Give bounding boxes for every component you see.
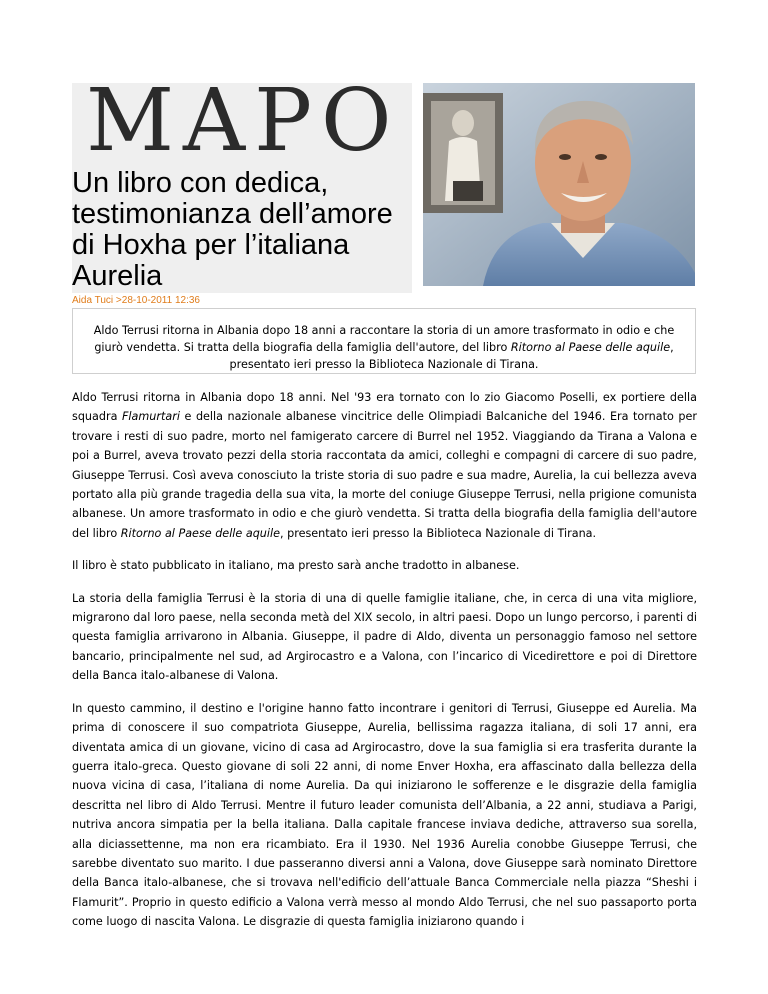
author-link[interactable]: Aida Tuci: [72, 295, 114, 306]
byline: [72, 295, 200, 306]
paragraph-1: [72, 388, 697, 543]
p1-text-a: Aldo Terrusi ritorna in Albania dopo 18 anni. Nel '93 era tornato con lo zio Giacomo Poselli, ex portiere della squadra: [72, 391, 697, 424]
byline-separator: >: [115, 295, 122, 306]
paragraph-3: La storia della famiglia Terrusi è la storia di una di quelle famiglie italiane, che, in cerca di una vita migliore, migrarono dal loro paese, nella seconda metà del XIX secolo, in altri paesi. Dopo un lungo percorso, i parenti di questa famiglia arrivarono in Albania. Giuseppe, il padre di Aldo, diventa un personaggio famoso nel settore bancario, principalmente nel sud, ad Argirocastro e a Valona, con l’incarico di Vicedirettore e poi di Direttore della Banca italo-albanese di Valona.: [72, 591, 697, 683]
masthead-logo: MAPO: [86, 71, 401, 171]
paragraph-2: Il libro è stato pubblicato in italiano, ma presto sarà anche tradotto in albanese.: [72, 559, 520, 573]
paragraph-4: In questo cammino, il destino e l'origine hanno fatto incontrare i genitori di Terrusi, Giuseppe ed Aurelia. Ma prima di conoscere il suo compatriota Giuseppe, Aurelia, bellissima ragazza italiana, di soli 17 anni, era diventata amica di un giovane, vicino di casa ad Argirocastro, dove la sua famiglia si era trasferita durante la guerra italo-greca. Questo giovane di soli 22 anni, di nome Enver Hoxha, era affascinato dalla bellezza della nuova vicina di casa, l’italiana di nome Aurelia. Da qui iniziarono le sofferenze e le disgrazie della famiglia descritta nel libro di Aldo Terrusi. Mentre il futuro leader comunista dell’Albania, a 22 anni, studiava a Parigi, nutriva ancora simpatia per la bella italiana. Dalla capitale francese inviava dediche, attraverso sua sorella, alla diciassettenne, ma non era ricambiato. Era il 1930. Nel 1936 Aurelia conobbe Giuseppe Terrusi, che sarebbe diventato suo marito. I due passeranno diversi anni a Valona, dove Giuseppe sarà nominato Direttore della Banca italo-albanese, che si trovava nell'edificio dell’attuale Banca Commerciale nella piazza “Sheshi i Flamurit”. Proprio in questo edificio a Valona verrà messo al mondo Aldo Terrusi, che nel suo passaporto porta come luogo di nascita Valona. Le disgrazie di questa famiglia iniziarono quando i: [72, 701, 697, 929]
article-body: [72, 388, 697, 945]
article-lead-box: [72, 308, 696, 374]
p1-book-title: Ritorno al Paese delle aquile: [120, 526, 280, 540]
author-photo: [423, 83, 695, 286]
article-headline: Un libro con dedica, testimonianza dell’amore di Hoxha per l’italiana Aurelia: [72, 167, 393, 292]
p1-text-c: , presentato ieri presso la Biblioteca Nazionale di Tirana.: [280, 526, 597, 540]
article-lead: [73, 309, 695, 373]
lead-text-end: , presentato ieri presso la Biblioteca Nazionale di Tirana.: [229, 341, 674, 371]
p1-team-name: Flamurtari: [122, 410, 180, 424]
publish-datetime: 28-10-2011 12:36: [121, 295, 200, 306]
author-portrait-image: [423, 83, 695, 286]
lead-text-start: Aldo Terrusi ritorna in Albania dopo 18 anni a raccontare la storia di un amore trasformato in odio e che giurò vendetta. Si tratta della biografia della famiglia dell'autore, del libro: [93, 324, 675, 354]
p1-text-b: e della nazionale albanese vincitrice delle Olimpiadi Balcaniche del 1946. Era tornato per trovare i resti di suo padre, morto nel famigerato carcere di Burrel nel 1952. Viaggiando da Tirana a Valona e poi a Burrel, aveva trovato pezzi della storia raccontata da amici, colleghi e compagni di carcere di suo padre, Giuseppe Terrusi. Così aveva conosciuto la triste storia di suo padre e sua madre, Aurelia, la cui bellezza aveva portato alla più grande tragedia della sua vita, la morte del coniuge Giuseppe Terrusi, nella prigione comunista albanese. Un amore trasformato in odio e che giurò vendetta. Si tratta della biografia della famiglia dell'autore del libro: [72, 410, 697, 540]
lead-book-title: Ritorno al Paese delle aquile: [510, 341, 671, 354]
